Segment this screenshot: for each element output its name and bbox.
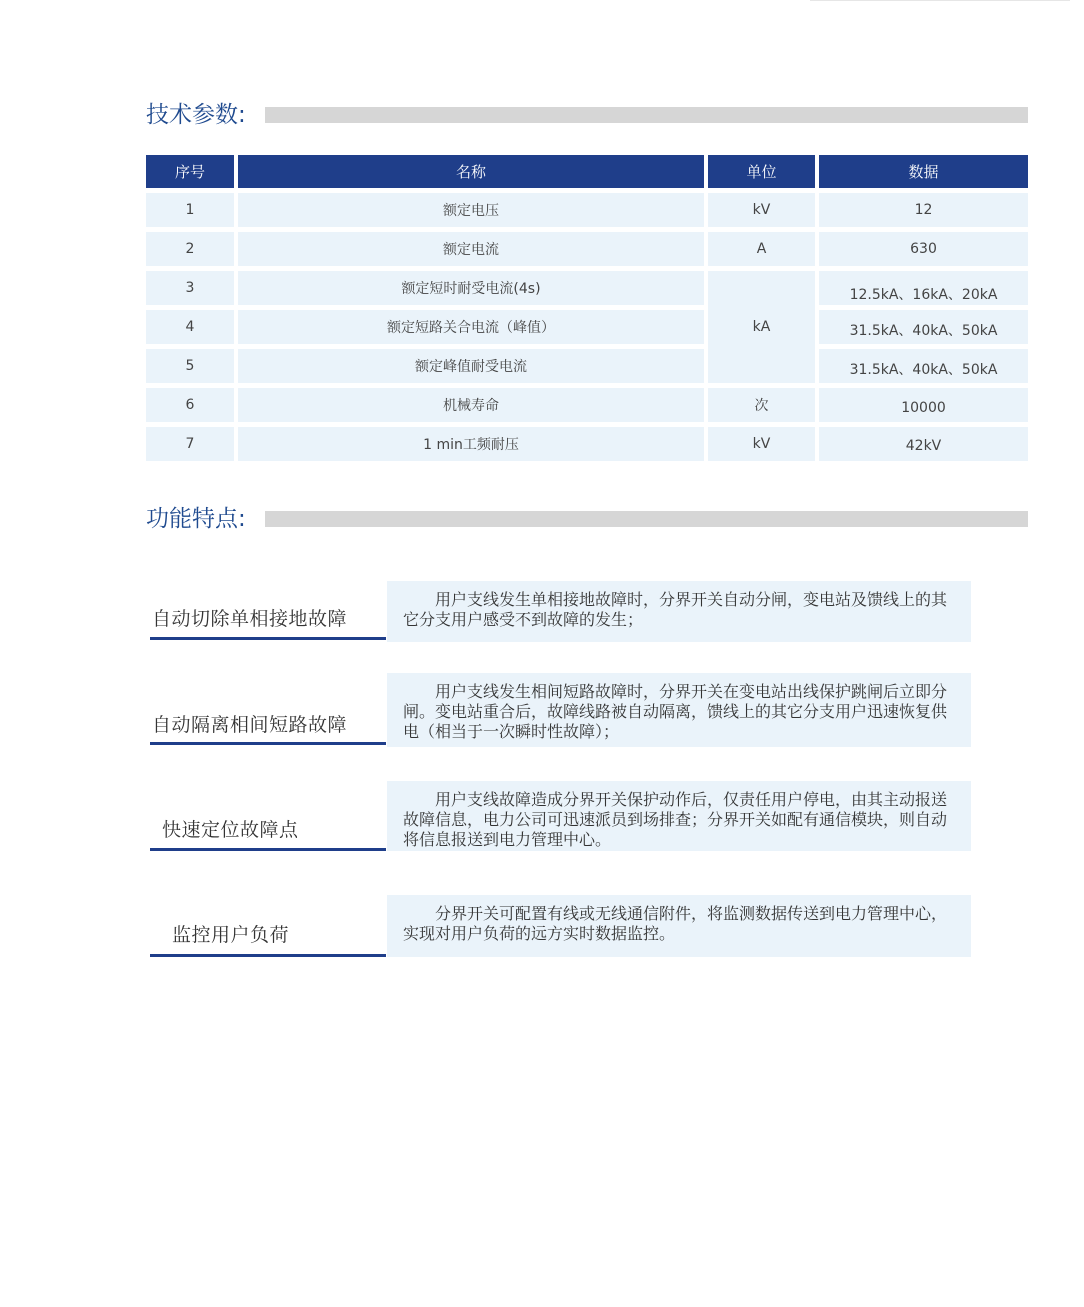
header-unit: 单位 xyxy=(708,155,815,188)
feature-section-title: 功能特点: xyxy=(146,506,246,532)
row-7-value: 42kV xyxy=(819,427,1028,461)
header-value: 数据 xyxy=(819,155,1028,188)
feature-section-header xyxy=(146,499,1028,539)
row-4-no: 4 xyxy=(146,310,234,344)
feature-2-name: 自动隔离相间短路故障 xyxy=(152,714,348,736)
feature-3-underline xyxy=(150,848,386,851)
row-3-no: 3 xyxy=(146,271,234,305)
feature-2-desc: 用户支线发生相间短路故障时，分界开关在变电站出线保护跳闸后立即分闸。变电站重合后，故障线路被自动隔离，馈线上的其它分支用户迅速恢复供电（相当于一次瞬时性故障）； xyxy=(387,673,971,747)
spec-table xyxy=(146,155,1028,461)
row-5-name: 额定峰值耐受电流 xyxy=(238,349,704,383)
feature-4-underline xyxy=(150,954,386,957)
rows-3-5-unit: kA xyxy=(708,271,815,383)
row-2-unit: A xyxy=(708,232,815,266)
row-4-name: 额定短路关合电流（峰值） xyxy=(238,310,704,344)
feature-3-desc: 用户支线故障造成分界开关保护动作后，仅责任用户停电，由其主动报送故障信息，电力公司可迅速派员到场排查；分界开关如配有通信模块，则自动将信息报送到电力管理中心。 xyxy=(387,781,971,851)
row-1-name: 额定电压 xyxy=(238,193,704,227)
row-7-name: 1 min工频耐压 xyxy=(238,427,704,461)
row-6-unit: 次 xyxy=(708,388,815,422)
spec-section-title: 技术参数: xyxy=(146,102,246,128)
row-6-value: 10000 xyxy=(819,388,1028,422)
feature-2-underline xyxy=(150,742,386,745)
row-5-no: 5 xyxy=(146,349,234,383)
header-name: 名称 xyxy=(238,155,704,188)
top-divider xyxy=(810,0,1070,1)
row-3-value: 12.5kA、16kA、20kA xyxy=(819,271,1028,305)
row-3-name: 额定短时耐受电流(4s) xyxy=(238,271,704,305)
feature-1-name: 自动切除单相接地故障 xyxy=(152,608,348,630)
row-4-value: 31.5kA、40kA、50kA xyxy=(819,310,1028,344)
feature-4-name: 监控用户负荷 xyxy=(172,924,290,946)
section-divider-bar xyxy=(265,107,1028,123)
row-5-value: 31.5kA、40kA、50kA xyxy=(819,349,1028,383)
row-6-name: 机械寿命 xyxy=(238,388,704,422)
row-7-no: 7 xyxy=(146,427,234,461)
row-2-no: 2 xyxy=(146,232,234,266)
feature-1-underline xyxy=(150,637,386,640)
row-1-no: 1 xyxy=(146,193,234,227)
row-2-value: 630 xyxy=(819,232,1028,266)
header-no: 序号 xyxy=(146,155,234,188)
feature-4-desc: 分界开关可配置有线或无线通信附件，将监测数据传送到电力管理中心，实现对用户负荷的远方实时数据监控。 xyxy=(387,895,971,957)
row-1-value: 12 xyxy=(819,193,1028,227)
row-2-name: 额定电流 xyxy=(238,232,704,266)
spec-section-header xyxy=(146,95,1028,135)
row-7-unit: kV xyxy=(708,427,815,461)
feature-3-name: 快速定位故障点 xyxy=(162,819,299,841)
row-1-unit: kV xyxy=(708,193,815,227)
section-divider-bar xyxy=(265,511,1028,527)
feature-1-desc: 用户支线发生单相接地故障时，分界开关自动分闸，变电站及馈线上的其它分支用户感受不到故障的发生； xyxy=(387,581,971,642)
row-6-no: 6 xyxy=(146,388,234,422)
